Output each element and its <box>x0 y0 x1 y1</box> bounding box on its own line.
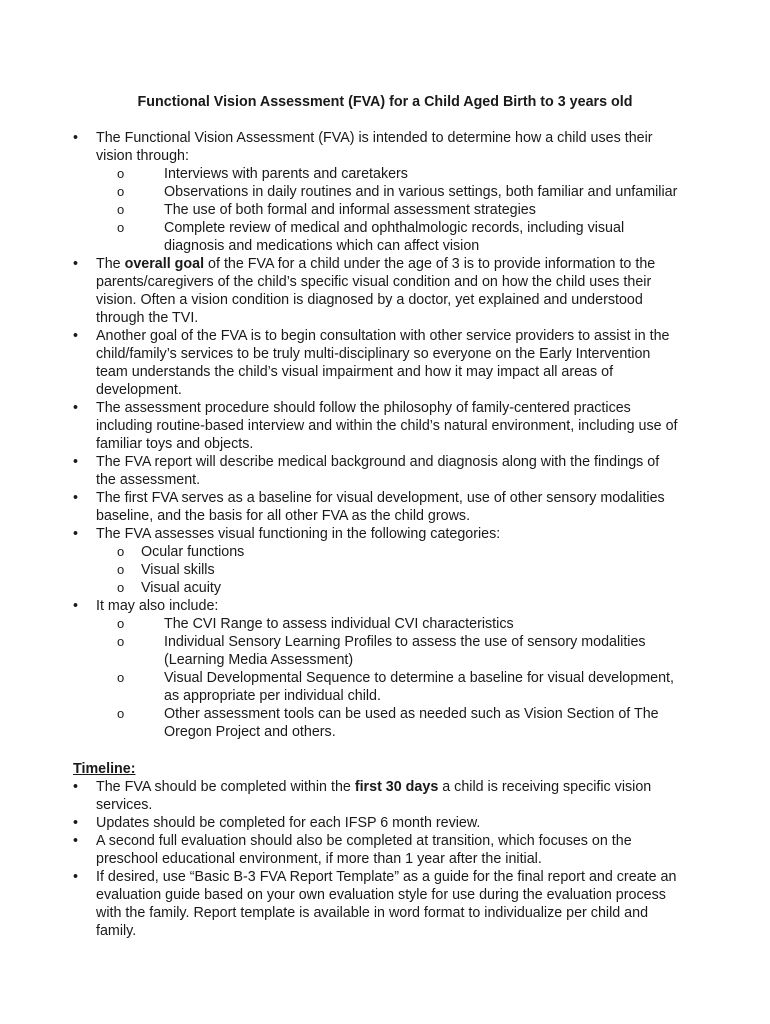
bullet-text: The Functional Vision Assessment (FVA) is intended to determine how a child uses their vision through: <box>96 130 653 164</box>
sub-item: o Observations in daily routines and in various settings, both familiar and unfamiliar <box>0 183 683 201</box>
sub-item: o Ocular functions <box>0 543 681 561</box>
bullet-text: The FVA assesses visual functioning in the following categories: <box>96 526 501 542</box>
bullet-emphasis: first 30 days <box>354 779 439 795</box>
bullet-item: • Updates should be completed for each IFSP 6 month review. <box>0 814 683 832</box>
bullet-text: It may also include: <box>96 598 219 614</box>
bullet-text: a child is receiving specific vision services. <box>96 779 652 813</box>
timeline-heading: Timeline: <box>73 761 136 777</box>
sub-item: o Interviews with parents and caretakers <box>0 165 683 183</box>
bullet-item <box>0 129 683 165</box>
bullet-text: of the FVA for a child under the age of 3 is to provide information to the parents/caregivers of the child’s specific visual condition and on how the child uses their vision. Often a vision condition is diagnosed by a doctor, yet explained and understood through the TVI. <box>96 256 656 326</box>
document-body <box>0 129 770 940</box>
bullet-item <box>0 255 683 327</box>
bullet-item: • If desired, use “Basic B-3 FVA Report Template” as a guide for the final report and create an evaluation guide based on your own evaluation style for use during the evaluation process with the family. Report template is available in word format to individualize per child and family. <box>0 868 683 940</box>
sub-item: o The use of both formal and informal assessment strategies <box>0 201 683 219</box>
sub-item: o The CVI Range to assess individual CVI characteristics <box>0 615 683 633</box>
document-title: Functional Vision Assessment (FVA) for a Child Aged Birth to 3 years old <box>137 94 633 110</box>
bullet-item: • The assessment procedure should follow the philosophy of family-centered practices including routine-based interview and within the child’s natural environment, including use of familiar toys and objects. <box>0 399 683 453</box>
bullet-item <box>0 778 683 814</box>
bullet-item: • A second full evaluation should also be completed at transition, which focuses on the preschool educational environment, if more than 1 year after the initial. <box>0 832 683 868</box>
bullet-item: • The first FVA serves as a baseline for visual development, use of other sensory modalities baseline, and the basis for all other FVA as the child grows. <box>0 489 683 525</box>
bullet-text: The FVA should be completed within the <box>96 779 355 795</box>
sub-item: o Visual skills <box>0 561 681 579</box>
bullet-item: • The FVA report will describe medical background and diagnosis along with the findings of the assessment. <box>0 453 683 489</box>
sub-item: o Complete review of medical and ophthalmologic records, including visual diagnosis and medications which can affect vision <box>0 219 683 255</box>
sub-item: o Other assessment tools can be used as needed such as Vision Section of The Oregon Project and others. <box>0 705 683 741</box>
sub-item: o Individual Sensory Learning Profiles to assess the use of sensory modalities (Learning Media Assessment) <box>0 633 683 669</box>
bullet-item <box>0 525 683 543</box>
bullet-emphasis: overall goal <box>124 256 205 272</box>
bullet-item: • Another goal of the FVA is to begin consultation with other service providers to assist in the child/family’s services to be truly multi-disciplinary so everyone on the Early Intervention team understands the child’s visual impairment and how it may impact all areas of development. <box>0 327 683 399</box>
bullet-text: The <box>96 256 125 272</box>
sub-item: o Visual acuity <box>0 579 681 597</box>
bullet-item <box>0 597 683 615</box>
sub-item: o Visual Developmental Sequence to determine a baseline for visual development, as appropriate per individual child. <box>0 669 683 705</box>
